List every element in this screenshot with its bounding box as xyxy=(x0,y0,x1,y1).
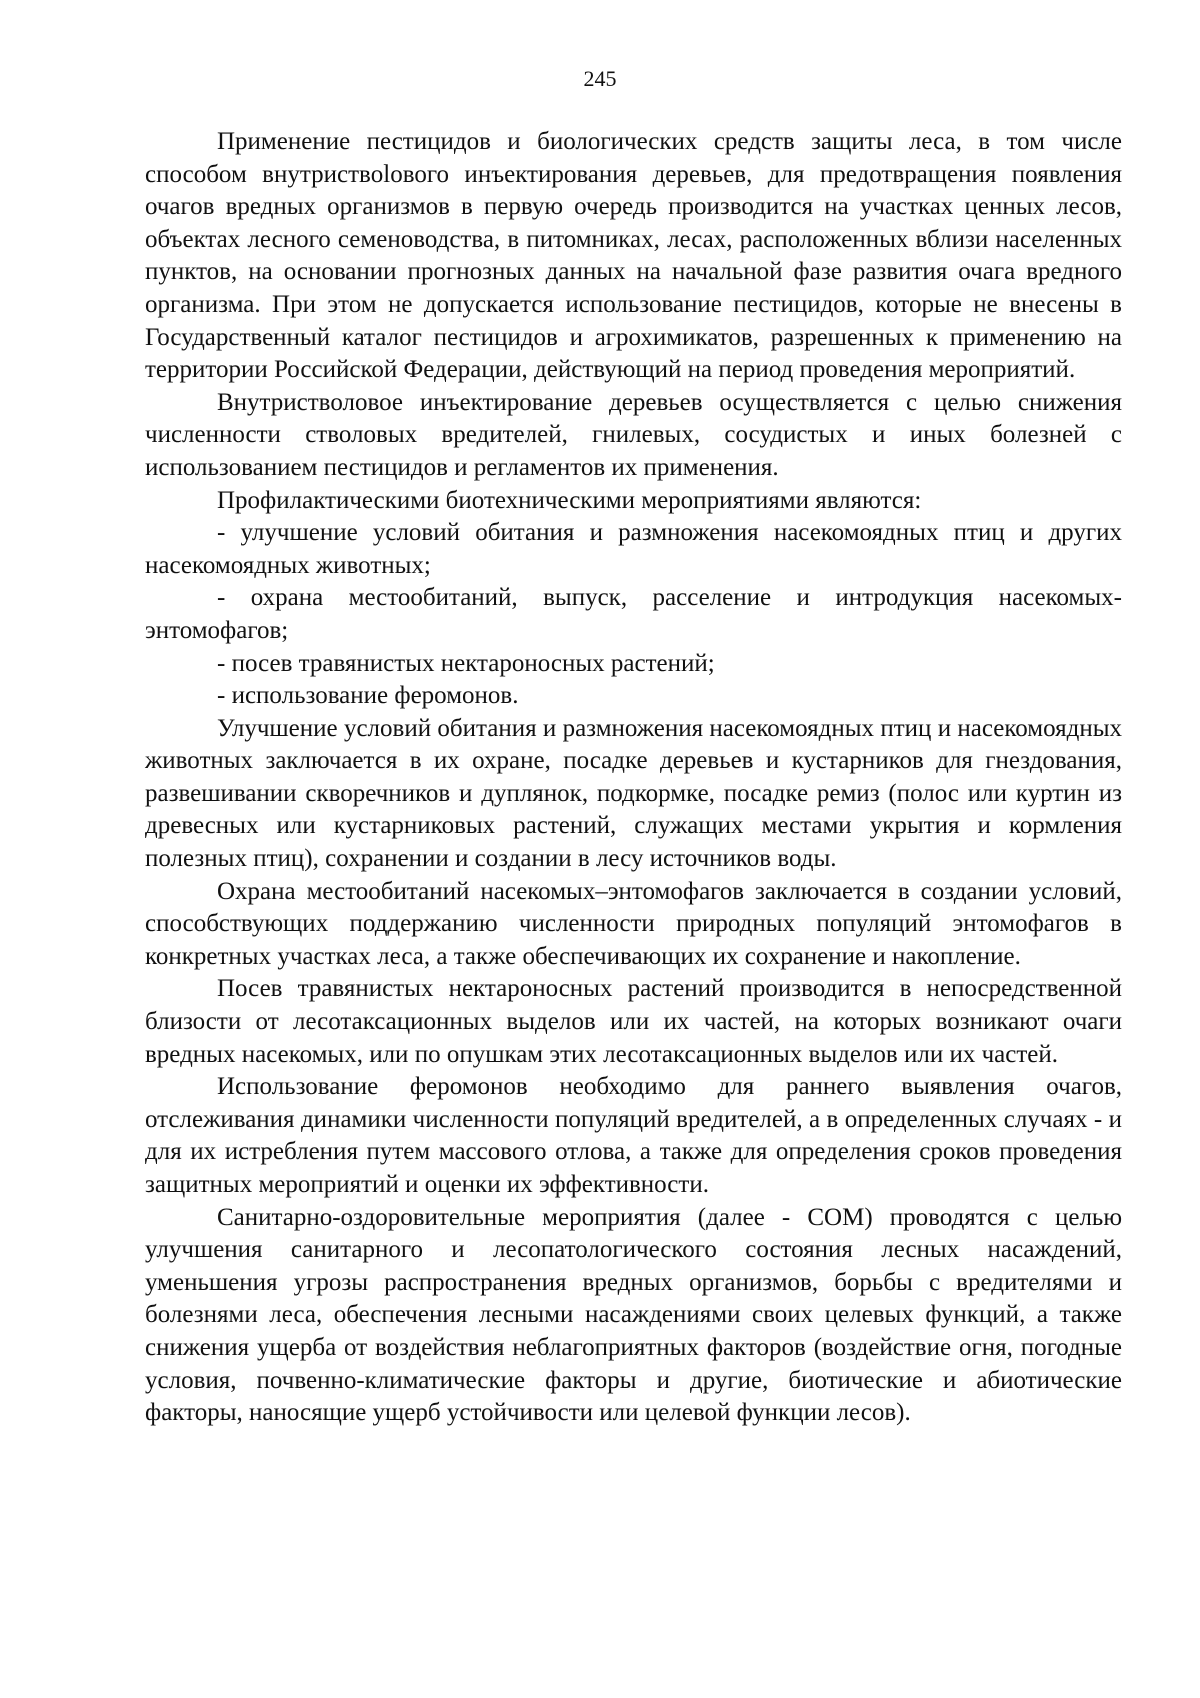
paragraph-pheromones: Использование феромонов необходимо для раннего выявления очагов, отслеживания динамики численности популяций вредителей, а в определенных случаях - и для их истребления путем массового отлова, а также для определения сроков проведения защитных мероприятий и оценки их эффективности. xyxy=(145,1073,1122,1198)
list-item-pheromones: - использование феромонов. xyxy=(217,682,519,710)
paragraph-nectar-plants: Посев травянистых нектароносных растений производится в непосредственной близости от лесотаксационных выделов или их частей, на которых возникают очаги вредных насекомых, или по опушкам этих лесотаксационных выделов или их частей. xyxy=(145,975,1122,1068)
page-number: 245 xyxy=(583,66,617,91)
paragraph-pesticide-application: Применение пестицидов и биологических средств защиты леса, в том числе способом внутриствolового инъектирования деревьев, для предотвращения появления очагов вредных организмов в первую очередь производится на участках ценных лесов, объектах лесного семеноводства, в питомниках, лесах, расположенных вблизи населенных пунктов, на основании прогнозных данных на начальной фазе развития очага вредного организма. При этом не допускается использование пестицидов, которые не внесены в Государственный каталог пестицидов и агрохимикатов, разрешенных к применению на территории Российской Федерации, действующий на период проведения мероприятий. xyxy=(145,128,1122,384)
list-item-nectar-plants: - посев травянистых нектароносных растений; xyxy=(217,649,715,677)
paragraph-trunk-injection: Внутристволовое инъектирование деревьев осуществляется с целью снижения численности стволовых вредителей, гнилевых, сосудистых и иных болезней с использованием пестицидов и регламентов их применения. xyxy=(145,388,1122,481)
paragraph-entomophages-protection: Охрана местообитаний насекомых–энтомофагов заключается в создании условий, способствующих поддержанию численности природных популяций энтомофагов в конкретных участках леса, а также обеспечивающих их сохранение и накопление. xyxy=(145,877,1122,970)
list-item-entomophages: - охрана местообитаний, выпуск, расселение и интродукция насекомых-энтомофагов; xyxy=(145,584,1122,644)
document-body xyxy=(145,126,1122,1430)
paragraph-birds-habitat: Улучшение условий обитания и размножения насекомоядных птиц и насекомоядных животных заключается в их охране, посадке деревьев и кустарников для гнездования, развешивании скворечников и дуплянок, подкормке, посадке ремиз (полос или куртин из древесных или кустарниковых растений, служащих местами укрытия и кормления полезных птиц), сохранении и создании в лесу источников воды. xyxy=(145,714,1122,873)
paragraph-sanitary-measures: Санитарно-оздоровительные мероприятия (далее - СОМ) проводятся с целью улучшения санитарного и лесопатологического состояния лесных насаждений, уменьшения угрозы распространения вредных организмов, борьбы с вредителями и болезнями леса, обеспечения лесными насаждениями своих целевых функций, а также снижения ущерба от воздействия неблагоприятных факторов (воздействие огня, погодные условия, почвенно-климатические факторы и другие, биотические и абиотические факторы, наносящие ущерб устойчивости или целевой функции лесов). xyxy=(145,1203,1122,1427)
list-item-birds-habitat: - улучшение условий обитания и размножения насекомоядных птиц и других насекомоядных животных; xyxy=(145,519,1122,579)
paragraph-preventive-measures-intro: Профилактическими биотехническими мероприятиями являются: xyxy=(217,486,922,514)
